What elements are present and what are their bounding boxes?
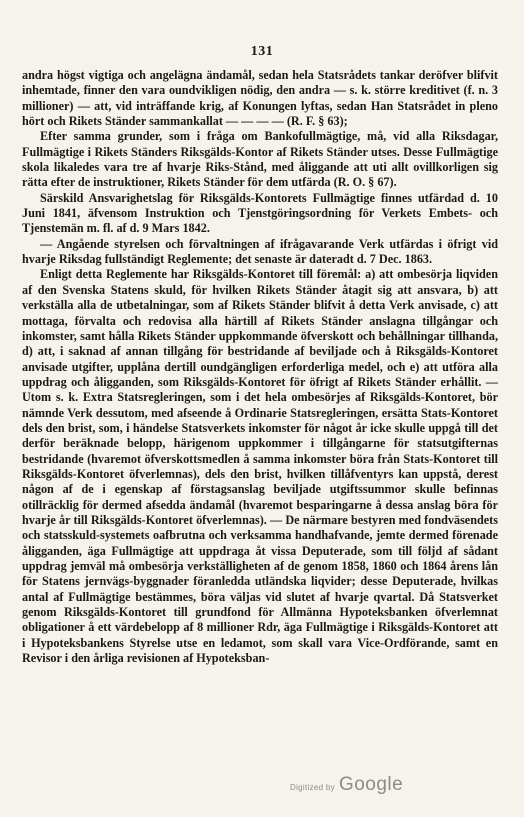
watermark-digitized-by: Digitized by <box>290 783 335 792</box>
digitization-watermark <box>290 774 403 796</box>
paragraph: Efter samma grunder, som i fråga om Bankofullmägtige, må, vid alla Riksdagar, Fullmägtige i Rikets Ständers Riksgälds-Kontor af Rikets Ständer utses. Desse Fullmägtige skola likaledes vara tre af hvarje Riks-Stånd, med åliggande att uti allt ovillkorligen sig rätta efter de instruktioner, Rikets Ständer för dem utfärda (R. O. § 67). <box>22 129 498 190</box>
page-number: 131 <box>250 44 274 59</box>
paragraph: andra högst vigtiga och angelägna ändamål, sedan hela Statsrådets tankar deröfver blifvit inhemtade, finner den vara oundvikligen nödig, den andra — s. k. större kreditivet (f. n. 3 millioner) — att, vid inträffande krig, af Konungen lyftas, sedan Han Statsrådet in pleno hört och Rikets Ständer sammankallat — — — — (R. F. § 63); <box>22 68 498 129</box>
page-body <box>22 68 498 666</box>
paragraph: Särskild Ansvarighetslag för Riksgälds-Kontorets Fullmägtige finnes utfärdad d. 10 Juni 1841, äfvensom Instruktion och Tjenstgöringsordning för Verkets Embets- och Tjenstemän m. fl. af d. 9 Mars 1842. <box>22 190 498 236</box>
paragraph: — Angående styrelsen och förvaltningen af ifrågavarande Verk utfärdas i öfrigt vid hvarje Riksdag fullständigt Reglemente; det senaste är dateradt d. 7 Dec. 1863. <box>22 236 498 267</box>
paragraph: Enligt detta Reglemente har Riksgälds-Kontoret till föremål: a) att ombesörja liqviden af den Svenska Statens skuld, för hvilken Rikets Ständer åtagit sig att ansvara, b) att verkställa alla de utbetalningar, som af Rikets Ständer blifvit å detta Verk anvisade, c) att mottaga, förvalta och redovisa alla härtill af Rikets Ständer anslagna tillgångar och inkomster, samt hålla Rikets Ständer uppkommande öfverskott och behållningar tillhanda, d) att, i saknad af annan tillgång för bestridande af beviljade och å Riksgälds-Kontoret anvisade utgifter, upplåna dertill oundgängligen erforderliga medel, och e) att utföra alla uppdrag och åligganden, som Riksgälds-Kontoret för öfrigt af Rikets Ständer erhållit. — Utom s. k. Extra Statsregleringen, som i det hela ombesörjes af Riksgälds-Kontoret, bör nämnde Verk dessutom, med afseende å Ordinarie Statsregleringen, ersätta Stats-Kontoret dels den brist, som, i händelse Statsverkets inkomster för något år icke skulle uppgå till det derför beräknade belopp, härigenom uppkommer i tillgångarne för statsutgifternas bestridande (hvaremot öfverskottsmedlen å samma inkomster böra från Stats-Kontoret till Riksgälds-Kontoret öfverlemnas), dels den brist, hvilken tillåfventyrs kan uppstå, derest någon af de i egenskap af förstagsanslag beviljade utgiftssummor skulle befinnas otillräcklig för dermed afsedda ändamål (hvaremot besparingarne å dessa anslag böra för hvarje år till Riksgälds-Kontoret öfverlemnas). — De närmare bestyren med fondväsendets och statsskuld-systemets oafbrutna och verksamma handhafvande, jemte dermed förenade åligganden, äga Fullmägtige att uppdraga åt vissa Deputerade, som till följd af sådant uppdrag jemväl må ombesörja verkställigheten af de genom 1858, 1860 och 1864 årens lån för Statens jernvägs-byggnader föranledda utländska liqvider; desse Deputerade, hvilkas antal af Fullmägtige bestämmes, böra väljas vid slutet af hvarje qvartal. Då Statsverket genom Riksgälds-Kontoret till grundfond för Allmänna Hypoteksbanken öfverlemnat obligationer å ett värdebelopp af 8 millioner Rdr, äga Fullmägtige i Riksgälds-Kontoret att i Hypoteksbankens Styrelse utse en ledamot, som skall vara Vice-Ordförande, samt en Revisor i den årliga revisionen af Hypoteksban- <box>22 267 498 666</box>
google-logo: Google <box>338 774 404 795</box>
